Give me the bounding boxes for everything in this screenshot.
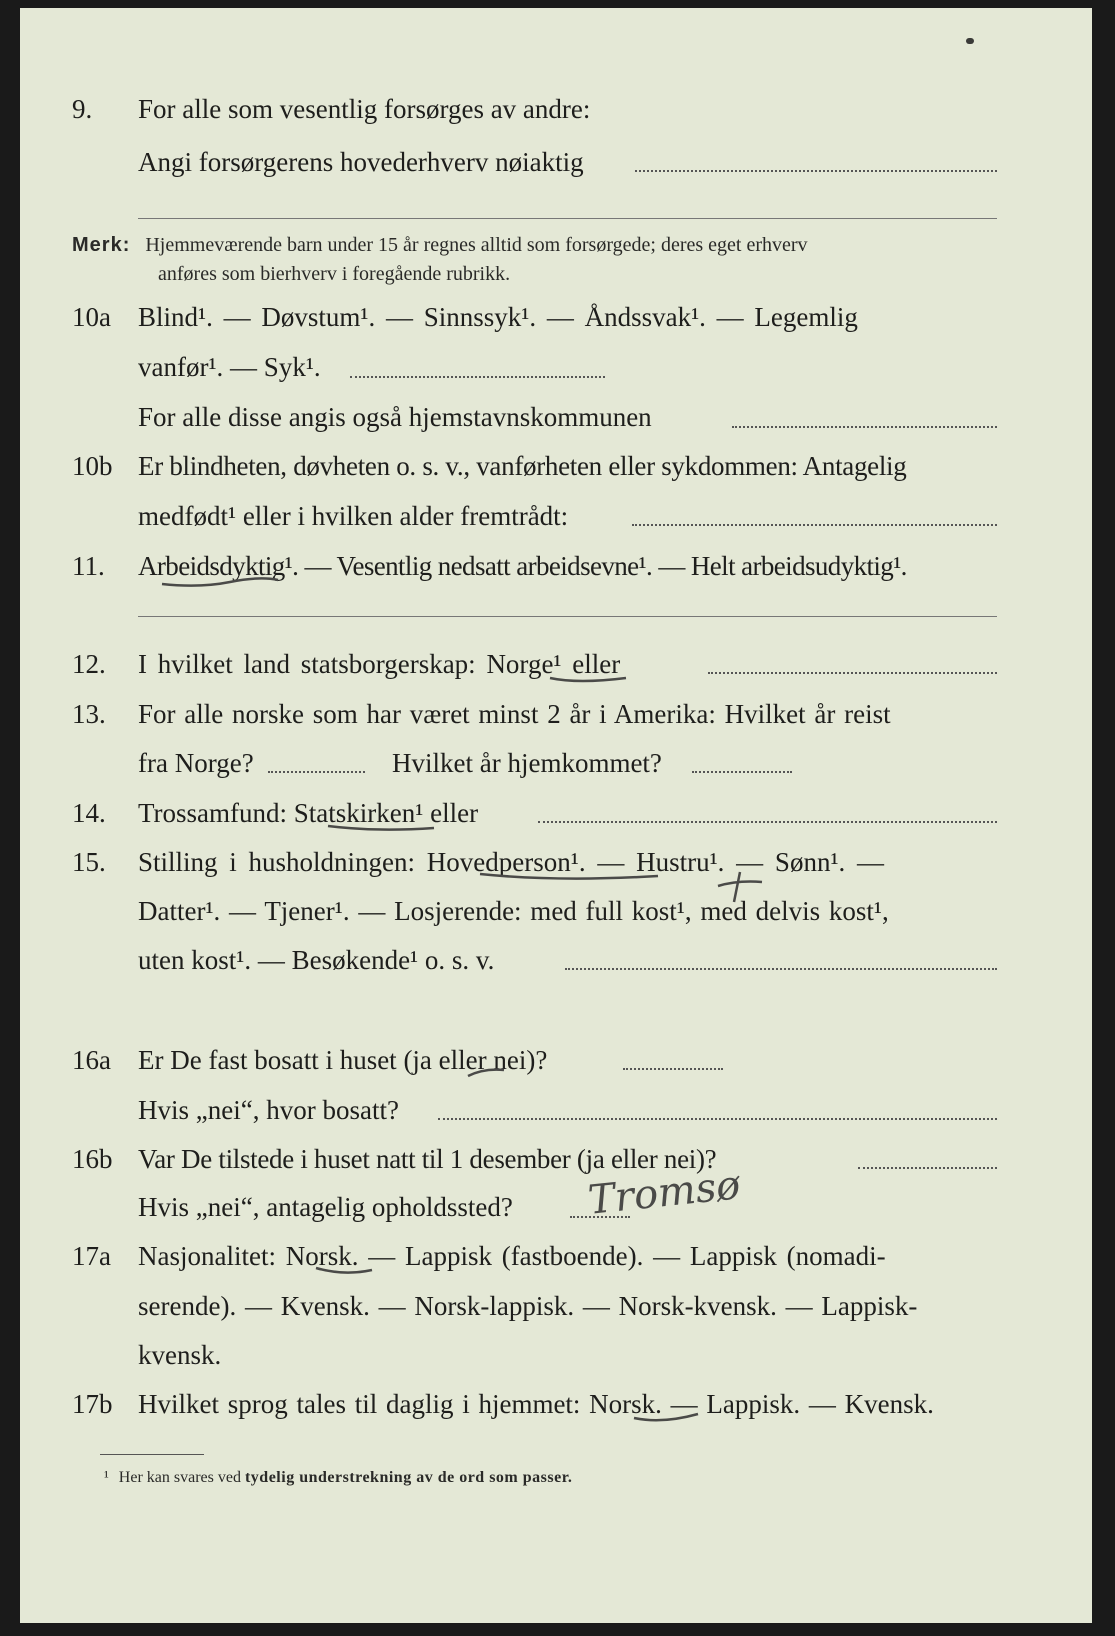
item-number: 14. [72, 798, 106, 828]
item-13-line2: fra Norge? [138, 748, 254, 778]
item-number: 9. [72, 94, 93, 124]
item-16a-line2: Hvis „nei“, hvor bosatt? [138, 1095, 399, 1125]
item-16b-line1: Var De tilstede i huset natt til 1 desember (ja eller nei)? [138, 1144, 717, 1174]
underline-mark [326, 820, 436, 834]
underline-mark [548, 672, 628, 686]
answer-line[interactable] [350, 376, 605, 378]
item-number: 10a [72, 302, 111, 332]
merk-line1: Hjemmeværende barn under 15 år regnes alltid som forsørgede; deres eget erhverv [145, 234, 808, 256]
underline-mark [632, 1410, 702, 1426]
merk-label: Merk: [72, 234, 131, 256]
answer-line[interactable] [538, 821, 997, 823]
answer-line[interactable] [268, 771, 365, 773]
underline-mark [160, 576, 280, 590]
underline-mark [314, 1262, 374, 1278]
answer-line[interactable] [858, 1167, 997, 1169]
answer-line[interactable] [632, 524, 997, 526]
footnote-text: Her kan svares ved [118, 1469, 241, 1486]
answer-line[interactable] [708, 672, 997, 674]
answer-line[interactable] [623, 1068, 723, 1070]
item-15-line2: Datter¹. — Tjener¹. — Losjerende: med full kost¹, med delvis kost¹, [138, 896, 889, 926]
item-13-line1: For alle norske som har været minst 2 år i Amerika: Hvilket år reist [138, 699, 891, 729]
handwritten-answer: Tromsø [586, 1162, 743, 1224]
item-13-line3: Hvilket år hjemkommet? [392, 748, 662, 778]
item-9-line2: Angi forsørgerens hovederhverv nøiaktig [138, 147, 584, 177]
item-16a-line1: Er De fast bosatt i huset (ja eller nei)? [138, 1045, 548, 1075]
item-12-line1: I hvilket land statsborgerskap: Norge¹ eller [138, 649, 621, 679]
answer-line[interactable] [138, 218, 997, 219]
item-10a-line1: Blind¹. — Døvstum¹. — Sinnssyk¹. — Åndssvak¹. — Legemlig [138, 302, 858, 332]
item-number: 16b [72, 1144, 113, 1174]
answer-line[interactable] [565, 968, 997, 970]
merk-line2: anføres som bierhverv i foregående rubrikk. [158, 263, 511, 285]
item-number: 11. [72, 551, 105, 581]
answer-line[interactable] [635, 170, 997, 172]
item-number: 16a [72, 1045, 111, 1075]
item-17a-line3: kvensk. [138, 1340, 222, 1370]
item-10b-line2: medfødt¹ eller i hvilken alder fremtrådt: [138, 501, 569, 531]
answer-line[interactable] [438, 1118, 997, 1120]
answer-line[interactable] [732, 426, 997, 428]
item-number: 17b [72, 1389, 113, 1419]
item-15-line1: Stilling i husholdningen: Hovedperson¹. — Hustru¹. — Sønn¹. — [138, 847, 885, 877]
item-number: 10b [72, 451, 113, 481]
answer-line[interactable] [692, 771, 792, 773]
item-17a-line1: Nasjonalitet: Norsk. — Lappisk (fastboende). — Lappisk (nomadi- [138, 1241, 886, 1271]
cross-mark [710, 866, 770, 906]
item-17b-line1: Hvilket sprog tales til daglig i hjemmet: Norsk. — Lappisk. — Kvensk. [138, 1389, 934, 1419]
item-10a-line2: vanfør¹. — Syk¹. [138, 352, 321, 382]
item-15-line3: uten kost¹. — Besøkende¹ o. s. v. [138, 945, 495, 975]
merk-note [72, 231, 808, 259]
underline-mark [478, 866, 678, 888]
item-17a-line2: serende). — Kvensk. — Norsk-lappisk. — Norsk-kvensk. — Lappisk- [138, 1291, 918, 1321]
footnote-rule [100, 1454, 204, 1455]
footnote [104, 1469, 572, 1487]
item-number: 12. [72, 649, 106, 679]
census-form-page [20, 8, 1092, 1623]
answer-line[interactable] [138, 616, 997, 617]
item-number: 13. [72, 699, 106, 729]
ink-speck [966, 38, 974, 44]
underline-mark [466, 1064, 506, 1080]
item-9-line1: For alle som vesentlig forsørges av andre: [138, 94, 591, 124]
item-10a-line3: For alle disse angis også hjemstavnskommunen [138, 402, 652, 432]
item-11-line1: Arbeidsdyktig¹. — Vesentlig nedsatt arbeidsevne¹. — Helt arbeidsudyktig¹. [138, 551, 907, 581]
item-16b-line2: Hvis „nei“, antagelig opholdssted? [138, 1192, 513, 1222]
item-number: 15. [72, 847, 106, 877]
footnote-mark: ¹ [104, 1469, 109, 1486]
item-10b-line1: Er blindheten, døvheten o. s. v., vanførheten eller sykdommen: Antagelig [138, 451, 907, 481]
item-number: 17a [72, 1241, 111, 1271]
footnote-bold: tydelig understrekning av de ord som passer. [244, 1469, 573, 1486]
item-14-line1: Trossamfund: Statskirken¹ eller [138, 798, 479, 828]
